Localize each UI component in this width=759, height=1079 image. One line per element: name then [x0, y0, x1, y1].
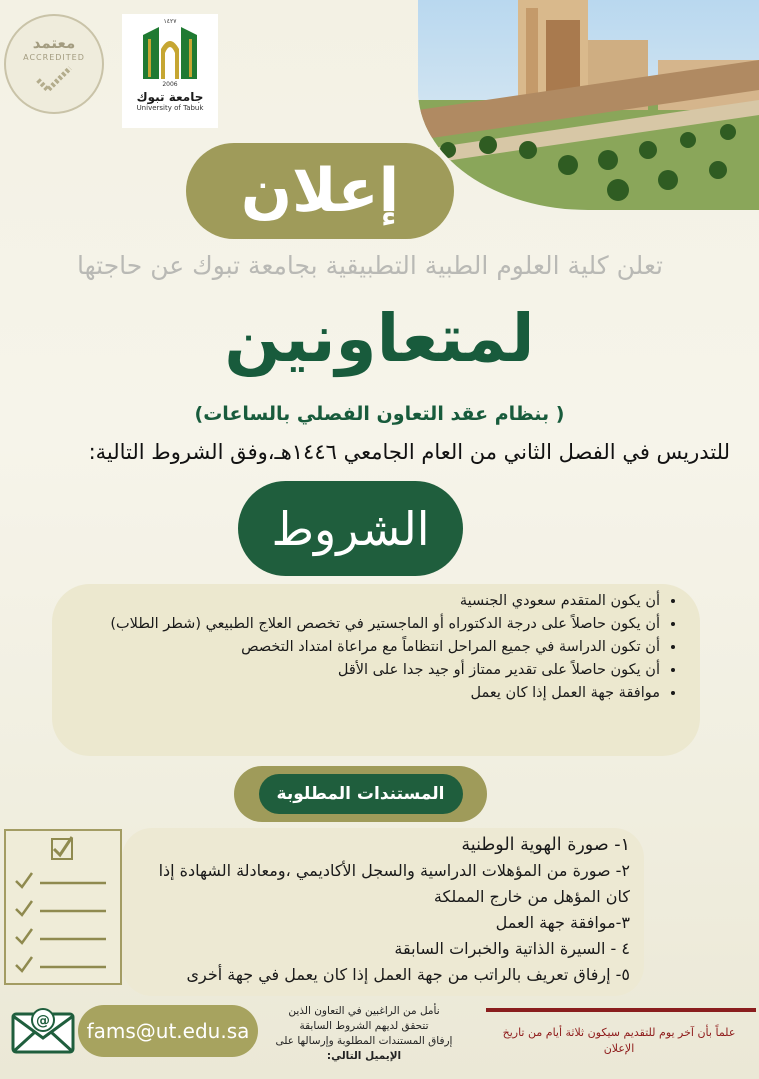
conditions-list: [74, 590, 678, 705]
deadline-note: علماً بأن آخر يوم للتقديم سيكون ثلاثة أيام من تاريخ الإعلان: [502, 1026, 736, 1055]
email-envelope-icon: [10, 1002, 76, 1054]
logo-university-name-en: University of Tabuk: [136, 104, 204, 112]
teaching-line: للتدريس في الفصل الثاني من العام الجامعي ١٤٤٦هـ،وفق الشروط التالية:: [88, 440, 730, 464]
intro-text: تعلن كلية العلوم الطبية التطبيقية بجامعة تبوك عن حاجتها: [77, 251, 663, 280]
document-item: ٤ - السيرة الذاتية والخبرات السابقة: [394, 939, 630, 958]
conditions-heading-pill: [238, 481, 463, 576]
accredited-seal: [4, 14, 104, 114]
document-item: ٣-موافقة جهة العمل: [495, 913, 630, 932]
university-gate-logo-icon: [139, 25, 201, 81]
document-item: ١- صورة الهوية الوطنية: [461, 835, 630, 855]
footer-note-line: نأمل من الراغبين في التعاون الذين: [288, 1005, 440, 1017]
email-address-pill[interactable]: [78, 1005, 258, 1057]
deadline-divider: [486, 1008, 756, 1012]
email-address[interactable]: fams@ut.edu.sa: [86, 1019, 250, 1043]
footer-note: [258, 1004, 470, 1064]
accredited-label-ar: معتمد: [32, 34, 76, 52]
announcement-title: إعلان: [240, 156, 400, 226]
logo-university-name-ar: جامعة تبوك: [136, 90, 204, 104]
campus-photo: [418, 0, 759, 210]
footer-note-line: إرفاق المستندات المطلوبة وإرسالها على: [275, 1035, 453, 1047]
conditions-box: [52, 584, 700, 756]
university-logo: [122, 14, 218, 128]
documents-heading: المستندات المطلوبة: [276, 784, 445, 804]
checklist-icon: [4, 829, 122, 985]
condition-item: • أن يكون المتقدم سعودي الجنسية: [74, 590, 660, 613]
documents-heading-inner: [259, 774, 463, 814]
document-item: ٥- إرفاق تعريف بالراتب من جهة العمل إذا كان يعمل في جهة أخرى: [186, 965, 630, 984]
logo-hijri-year: ١٤٢٧: [163, 18, 177, 25]
check-seal-icon: [34, 64, 74, 94]
condition-item: • أن يكون حاصلاً على تقدير ممتاز أو جيد جدا على الأقل: [74, 659, 660, 682]
documents-heading-pill: [234, 766, 487, 822]
condition-item: • أن تكون الدراسة في جميع المراحل انتظاماً مع مراعاة امتداد التخصص: [74, 636, 660, 659]
accredited-label-en: ACCREDITED: [23, 53, 85, 62]
announcement-title-pill: [186, 143, 454, 239]
document-item: ٢- صورة من المؤهلات الدراسية والسجل الأكاديمي ،ومعادلة الشهادة إذا كان المؤهل من خارج المملكة: [158, 861, 630, 906]
headline: لمتعاونين: [224, 300, 535, 377]
condition-item: • موافقة جهة العمل إذا كان يعمل: [74, 682, 660, 705]
svg-text:@: @: [36, 1013, 50, 1029]
documents-box: [122, 828, 644, 996]
footer-note-line: الإيميل التالي:: [326, 1050, 402, 1062]
footer-note-line: تتحقق لديهم الشروط السابقة: [299, 1020, 429, 1032]
condition-item: • أن يكون حاصلاً على درجة الدكتوراه أو الماجستير في تخصص العلاج الطبيعي (شطر الطلاب): [74, 613, 660, 636]
logo-founded-year: 2006: [162, 81, 178, 88]
subheadline: ( بنظام عقد التعاون الفصلي بالساعات): [194, 403, 565, 425]
conditions-heading: الشروط: [271, 501, 430, 556]
